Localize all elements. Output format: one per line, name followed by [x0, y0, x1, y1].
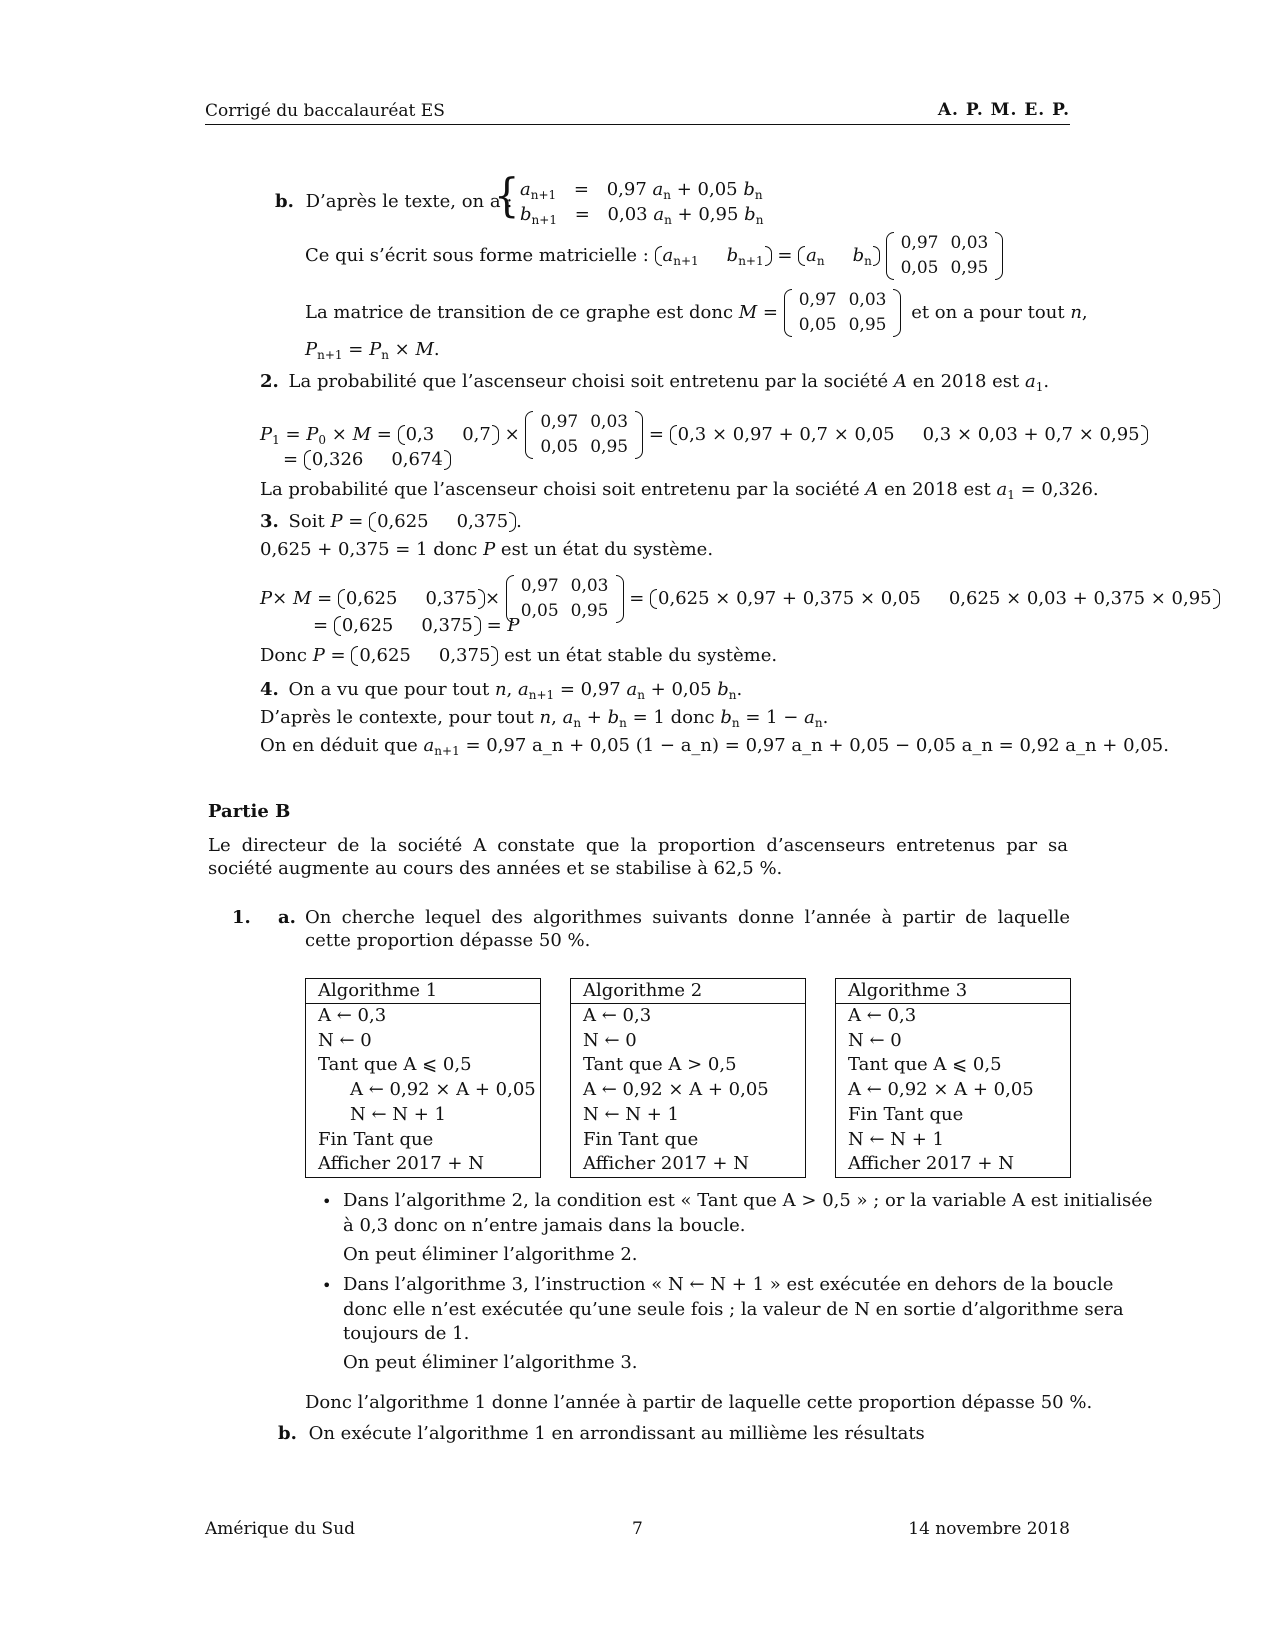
partie-b-qa-text: On cherche lequel des algorithmes suivants donne l’année à partir de laquelle cette proportion dépasse 50 %. — [305, 907, 1070, 952]
q3-line2: 0,625 + 0,375 = 1 donc P est un état du système. — [260, 539, 714, 560]
algorithm-line: Afficher 2017 + N — [583, 1153, 749, 1175]
bullet2-line1: Dans l’algorithme 3, l’instruction « N ← N + 1 » est exécutée en dehors de la boucle — [343, 1274, 1114, 1295]
algorithm-line: Tant que A ⩽ 0,5 — [848, 1054, 1002, 1076]
algorithm-line: Fin Tant que — [583, 1128, 699, 1150]
bullet-icon: • — [322, 1276, 332, 1295]
algorithm-line: A ← 0,92 × A + 0,05 — [583, 1079, 769, 1101]
header-left: Corrigé du baccalauréat ES — [205, 101, 445, 121]
footer-right: 14 novembre 2018 — [908, 1519, 1070, 1539]
q3-result: = 0,625 0,375 = P — [313, 615, 520, 637]
algorithm-line: N ← 0 — [848, 1029, 902, 1051]
algorithm-line: Afficher 2017 + N — [848, 1153, 1014, 1175]
q1b-label: b. — [275, 191, 294, 212]
q4-expression: = 0,97 a_n + 0,05 (1 − a_n) = 0,97 a_n + 0,05 − 0,05 a_n = 0,92 a_n + 0,05. — [465, 735, 1169, 756]
bullet1-line2: à 0,3 donc on n’entre jamais dans la boucle. — [343, 1215, 746, 1236]
transition-matrix-2: 0,97 0,03 0,05 0,95 — [784, 288, 902, 338]
algorithm-title: Algorithme 1 — [306, 979, 540, 1004]
transition-matrix-3: 0,97 0,03 0,05 0,95 — [525, 410, 643, 460]
footer-left: Amérique du Sud — [205, 1519, 356, 1539]
algorithm-3-box — [835, 978, 1071, 1178]
algorithm-2-box — [570, 978, 806, 1178]
partie-b-q1-num: 1. — [232, 907, 251, 928]
partie-b-title: Partie B — [208, 801, 291, 822]
algorithm-line: N ← 0 — [583, 1029, 637, 1051]
algorithm-title: Algorithme 2 — [571, 979, 805, 1004]
matrix-form-line: Ce qui s’écrit sous forme matricielle : $a_{n+1}$ $b_{n+1} = a_n$ $b_n$ 0,97 0,03 0,05 0,95 — [305, 231, 1003, 281]
q4-line3: On en déduit que $a_{n+1} = 0,97$ a_n + 0,05 (1 − a_n) = 0,97 a_n + 0,05 − 0,05 a_n = 0,92 a_n + 0,05. — [260, 735, 1169, 758]
recurrence-line: $P_{n+1} = P_n \times M$. — [305, 339, 440, 362]
bullet2-line2: donc elle n’est exécutée qu’une seule fois ; la valeur de N en sortie d’algorithme sera — [343, 1299, 1124, 1320]
transition-matrix-4: 0,97 0,03 0,05 0,95 — [506, 574, 624, 624]
algorithm-line: Tant que A ⩽ 0,5 — [318, 1054, 472, 1076]
bullet1-line3: On peut éliminer l’algorithme 2. — [343, 1244, 638, 1265]
q2-conclusion: La probabilité que l’ascenseur choisi soit entretenu par la société A en 2018 est $a_1 = 0,326$. — [260, 479, 1099, 502]
transition-line: La matrice de transition de ce graphe est donc M = 0,97 0,03 0,05 0,95 et on a pour tout n, — [305, 288, 1088, 338]
algorithm-line: A ← 0,92 × A + 0,05 — [350, 1079, 536, 1101]
qb-label: b. — [278, 1423, 297, 1444]
system-brace: { — [494, 169, 520, 223]
partie-b-qa-label: a. — [278, 907, 296, 928]
algorithm-line: A ← 0,3 — [848, 1005, 917, 1026]
q4-line1: 4. On a vu que pour tout n, $a_{n+1} = 0,97$ $a_n + 0,05$ $b_n$. — [260, 679, 743, 702]
algorithm-line: A ← 0,3 — [318, 1005, 387, 1026]
algorithm-line: N ← N + 1 — [350, 1103, 447, 1125]
algorithm-line: Tant que A > 0,5 — [583, 1054, 737, 1076]
q2-line1: 2. La probabilité que l’ascenseur choisi soit entretenu par la société A en 2018 est $a_1$. — [260, 371, 1050, 394]
conclusion-a: Donc l’algorithme 1 donne l’année à partir de laquelle cette proportion dépasse 50 %. — [305, 1392, 1093, 1413]
algorithm-line: N ← 0 — [318, 1029, 372, 1051]
q2-computation: $P_1 = P_0 \times M = 0,3$ 0,7 × 0,97 0,03 0,05 0,95 = 0,3 × 0,97 + 0,7 × 0,05 0,3 × 0,03 + 0,7 × 0,95 — [260, 410, 1148, 460]
q1b-intro: D’après le texte, on a : — [305, 191, 513, 212]
bullet-icon: • — [322, 1192, 332, 1211]
header-right: A. P. M. E. P. — [937, 100, 1070, 120]
algorithm-line: Fin Tant que — [848, 1103, 964, 1125]
q4-line2: D’après le contexte, pour tout n, $a_n + b_n = 1$ donc $b_n = 1 - a_n$. — [260, 707, 829, 730]
transition-matrix-1: 0,97 0,03 0,05 0,95 — [886, 231, 1004, 281]
algorithm-1-box — [305, 978, 541, 1178]
q1b-label-line — [275, 190, 512, 213]
algorithm-line: N ← N + 1 — [583, 1103, 680, 1125]
system-line-1: $a_{n+1} = 0,97$ $a_n + 0,05$ $b_n$ — [520, 179, 763, 202]
q3-computation: P× M = 0,625 0,375 × 0,97 0,03 0,05 0,95 = 0,625 × 0,97 + 0,375 × 0,05 0,625 × 0,03 + 0,375 × 0,95 — [260, 574, 1220, 624]
bullet2-line3: toujours de 1. — [343, 1323, 470, 1344]
page-number: 7 — [632, 1519, 643, 1539]
algorithm-line: Fin Tant que — [318, 1128, 434, 1150]
algorithm-line: A ← 0,92 × A + 0,05 — [848, 1079, 1034, 1101]
system-line-2: $b_{n+1} = 0,03$ $a_n + 0,95$ $b_n$ — [520, 204, 764, 227]
q2-result: = 0,326 0,674 — [283, 448, 451, 472]
bullet1-line1: Dans l’algorithme 2, la condition est « Tant que A > 0,5 » ; or la variable A est initialisée — [343, 1190, 1153, 1211]
partie-b-paragraph: Le directeur de la société A constate que la proportion d’ascenseurs entretenus par sa société augmente au cours des années et se stabilise à 62,5 %. — [208, 835, 1068, 880]
q3-line1: 3. Soit P = 0,625 0,375 . — [260, 511, 522, 533]
bullet2-line4: On peut éliminer l’algorithme 3. — [343, 1352, 638, 1373]
qb-text: On exécute l’algorithme 1 en arrondissant au millième les résultats — [308, 1423, 925, 1444]
q3-conclusion: Donc P = 0,625 0,375 est un état stable du système. — [260, 645, 778, 667]
algorithm-line: N ← N + 1 — [848, 1128, 945, 1150]
algorithm-title: Algorithme 3 — [836, 979, 1070, 1004]
qb-line — [278, 1422, 925, 1445]
header-rule — [205, 124, 1070, 125]
algorithm-line: Afficher 2017 + N — [318, 1153, 484, 1175]
algorithm-line: A ← 0,3 — [583, 1005, 652, 1026]
